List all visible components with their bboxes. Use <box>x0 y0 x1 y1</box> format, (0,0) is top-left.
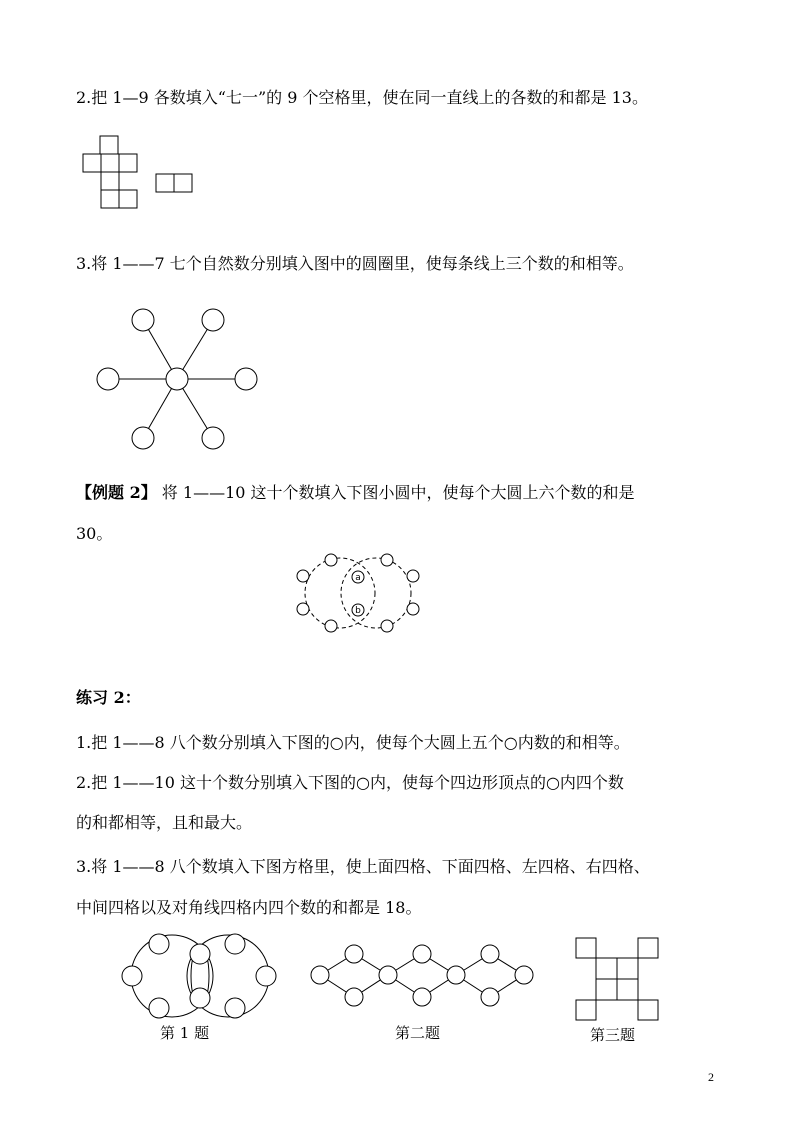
page-number: 2 <box>708 1070 714 1084</box>
practice-2-text-line-2: 的和都相等，且和最大。 <box>76 813 253 832</box>
figure-2-diagram <box>306 942 546 1022</box>
example-2-line-1 <box>76 483 635 503</box>
question-3-text: 3.将 1——7 七个自然数分别填入图中的圆圈里，使每条线上三个数的和相等。 <box>76 254 634 273</box>
figure-2-caption: 第二题 <box>395 1024 441 1042</box>
two-big-circles-diagram <box>290 552 430 636</box>
figure-1-caption: 第 1 题 <box>160 1024 210 1042</box>
example-2-line-2: 30。 <box>76 524 113 543</box>
example-2-text: 将 1——10 这十个数填入下图小圆中，使每个大圆上六个数的和是 <box>156 483 635 502</box>
example-2-tag: 【例题 2】 <box>76 483 157 502</box>
figure-3-grid-diagram <box>574 936 664 1026</box>
circle-label-b: b <box>355 606 361 616</box>
question-2-text: 2.把 1—9 各数填入“七一”的 9 个空格里，使在同一直线上的各数的和都是 13。 <box>76 88 648 107</box>
figure-3-caption: 第三题 <box>590 1026 636 1044</box>
practice-1-text: 1.把 1——8 八个数分别填入下图的○内，使每个大圆上五个○内数的和相等。 <box>76 733 630 752</box>
circle-label-a: a <box>355 573 361 583</box>
qiyi-grid-diagram <box>80 132 200 214</box>
practice-2-text-line-1: 2.把 1——10 这十个数分别填入下图的○内，使每个四边形顶点的○内四个数 <box>76 773 624 792</box>
star-circles-diagram <box>90 300 270 460</box>
practice-3-text-line-1: 3.将 1——8 八个数填入下图方格里，使上面四格、下面四格、左四格、右四格、 <box>76 857 650 876</box>
practice-3-text-line-2: 中间四格以及对角线四格内四个数的和都是 18。 <box>76 898 422 917</box>
figure-1-diagram <box>120 932 280 1027</box>
practice-title: 练习 2： <box>76 688 141 707</box>
